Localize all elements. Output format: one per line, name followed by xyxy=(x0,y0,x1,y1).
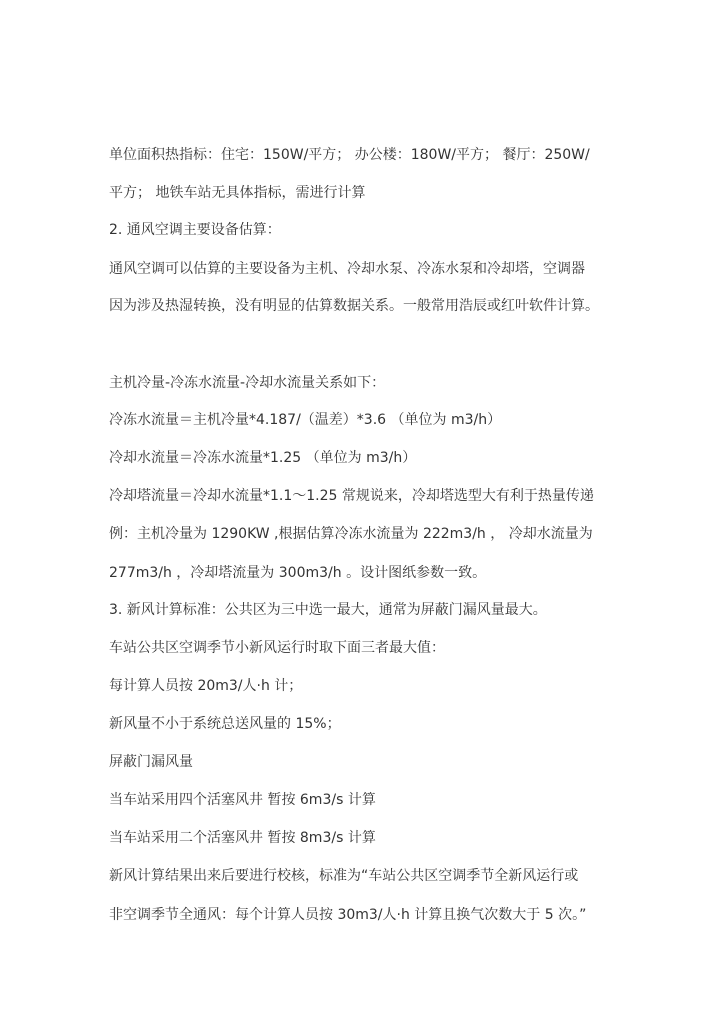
text-line: 平方； 地铁车站无具体指标，需进行计算 xyxy=(109,185,366,201)
text-line: 例：主机冷量为 1290KW ,根据估算冷冻水流量为 222m3/h ， 冷却水流量为 xyxy=(109,526,593,542)
text-line: 277m3/h ，冷却塔流量为 300m3/h 。设计图纸参数一致。 xyxy=(109,565,487,581)
text-line: 新风量不小于系统总送风量的 15%； xyxy=(109,716,341,732)
text-line: 新风计算结果出来后要进行校核，标准为“车站公共区空调季节全新风运行或 xyxy=(109,868,579,884)
text-line: 车站公共区空调季节小新风运行时取下面三者最大值： xyxy=(109,640,445,656)
section-heading: 2. 通风空调主要设备估算： xyxy=(109,222,281,238)
text-line: 非空调季节全通风：每个计算人员按 30m3/人·h 计算且换气次数大于 5 次。” xyxy=(109,907,587,923)
text-line: 当车站采用二个活塞风井 暂按 8m3/s 计算 xyxy=(109,830,376,846)
text-line: 主机冷量-冷冻水流量-冷却水流量关系如下： xyxy=(109,375,386,391)
formula-line: 冷却水流量＝冷冻水流量*1.25 （单位为 m3/h） xyxy=(109,450,417,466)
text-line: 屏蔽门漏风量 xyxy=(109,754,193,770)
formula-line: 冷冻水流量＝主机冷量*4.187/（温差）*3.6 （单位为 m3/h） xyxy=(109,412,502,428)
section-heading: 3. 新风计算标准：公共区为三中选一最大，通常为屏蔽门漏风量最大。 xyxy=(109,602,547,618)
formula-line: 冷却塔流量＝冷却水流量*1.1～1.25 常规说来，冷却塔选型大有利于热量传递 xyxy=(109,488,594,504)
text-line: 当车站采用四个活塞风井 暂按 6m3/s 计算 xyxy=(109,792,376,808)
text-line: 单位面积热指标：住宅：150W/平方； 办公楼：180W/平方； 餐厅：250W/ xyxy=(109,147,590,163)
text-line: 每计算人员按 20m3/人·h 计； xyxy=(109,678,303,694)
text-line: 通风空调可以估算的主要设备为主机、冷却水泵、冷冻水泵和冷却塔，空调器 xyxy=(109,261,585,277)
text-line: 因为涉及热湿转换，没有明显的估算数据关系。一般常用浩辰或红叶软件计算。 xyxy=(109,298,599,314)
